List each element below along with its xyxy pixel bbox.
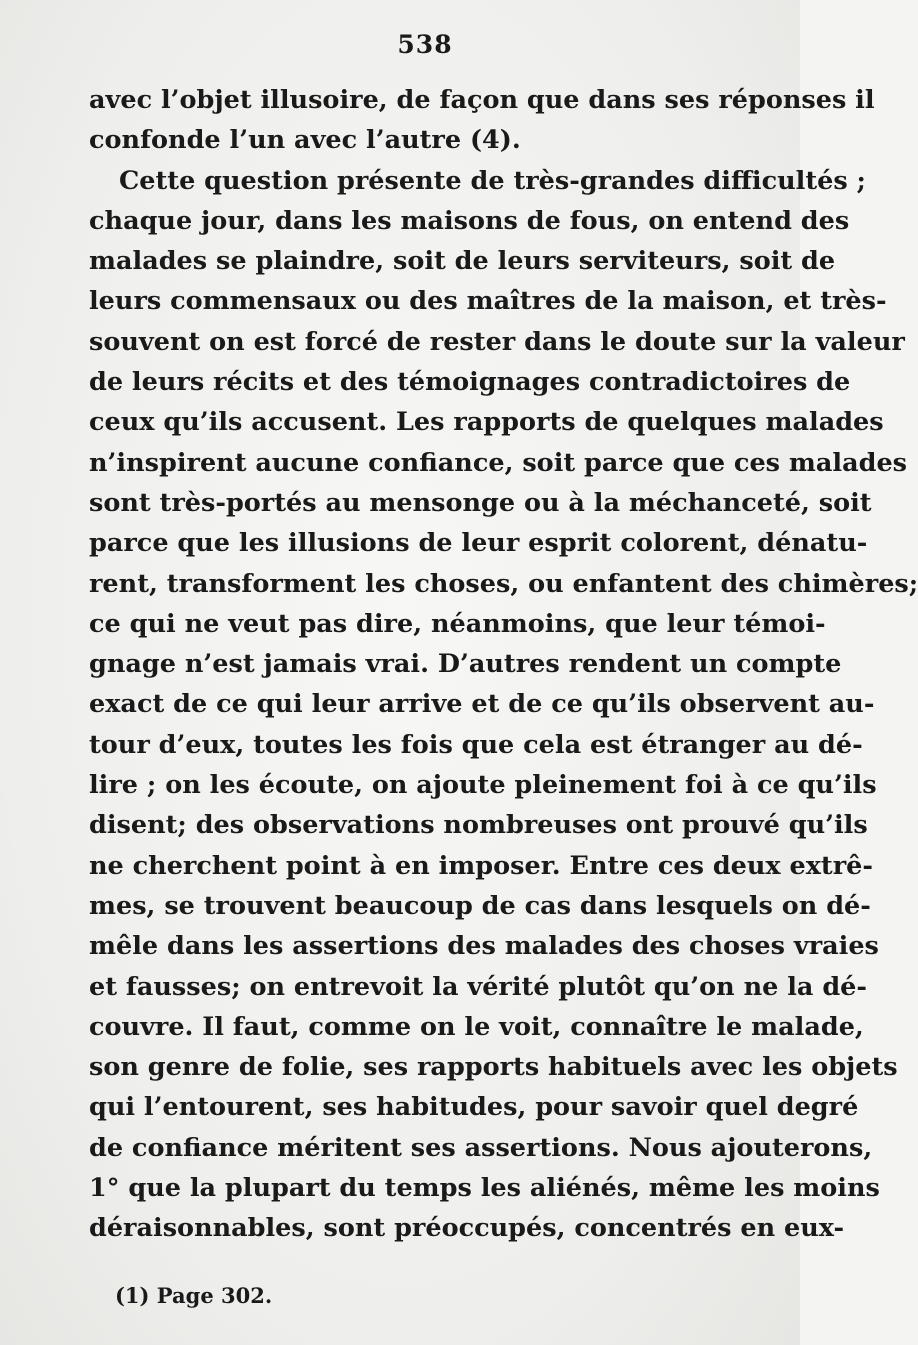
text-line-4: chaque jour, dans les maisons de fous, on entend des [89, 205, 850, 236]
text-line-24: couvre. Il faut, comme on le voit, connaître le malade, [89, 1011, 864, 1042]
text-line-7: souvent on est forcé de rester dans le doute sur la valeur [89, 326, 905, 357]
text-line-6: leurs commensaux ou des maîtres de la maison, et très- [89, 286, 887, 317]
text-line-3: Cette question présente de très-grandes difficultés ; [119, 165, 866, 196]
text-line-2: confonde l’un avec l’autre (4). [89, 125, 521, 156]
text-line-14: ce qui ne veut pas dire, néanmoins, que leur témoi- [89, 608, 826, 639]
text-line-26: qui l’entourent, ses habitudes, pour savoir quel degré [89, 1092, 859, 1123]
text-line-27: de confiance méritent ses assertions. Nous ajouterons, [89, 1132, 873, 1163]
footnote: (1) Page 302. [115, 1283, 273, 1308]
text-line-9: ceux qu’ils accusent. Les rapports de quelques malades [89, 407, 884, 438]
text-line-5: malades se plaindre, soit de leurs serviteurs, soit de [89, 246, 836, 277]
text-line-22: mêle dans les assertions des malades des choses vraies [89, 931, 879, 962]
text-line-21: mes, se trouvent beaucoup de cas dans lesquels on dé- [89, 890, 871, 921]
text-line-13: rent, transforment les choses, ou enfantent des chimères; [89, 568, 918, 599]
text-line-28: 1° que la plupart du temps les aliénés, même les moins [89, 1173, 880, 1204]
body-text [89, 80, 918, 1249]
text-line-29: déraisonnables, sont préoccupés, concentrés en eux- [89, 1213, 845, 1244]
text-line-23: et fausses; on entrevoit la vérité plutôt qu’on ne la dé- [89, 971, 867, 1002]
text-line-17: tour d’eux, toutes les fois que cela est étranger au dé- [89, 729, 863, 760]
page-number: 538 [397, 30, 453, 59]
text-line-10: n’inspirent aucune confiance, soit parce que ces malades [89, 447, 908, 478]
text-line-25: son genre de folie, ses rapports habituels avec les objets [89, 1052, 898, 1083]
text-line-11: sont très-portés au mensonge ou à la méchanceté, soit [89, 487, 872, 518]
text-line-19: disent; des observations nombreuses ont prouvé qu’ils [89, 810, 868, 841]
text-line-20: ne cherchent point à en imposer. Entre ces deux extrê- [89, 850, 873, 881]
text-line-18: lire ; on les écoute, on ajoute pleinement foi à ce qu’ils [89, 770, 877, 801]
text-line-15: gnage n’est jamais vrai. D’autres rendent un compte [89, 649, 842, 680]
text-line-12: parce que les illusions de leur esprit colorent, dénatu- [89, 528, 868, 559]
text-line-8: de leurs récits et des témoignages contradictoires de [89, 367, 851, 398]
text-line-1: avec l’objet illusoire, de façon que dans ses réponses il [89, 85, 875, 115]
text-line-16: exact de ce qui leur arrive et de ce qu’ils observent au- [89, 689, 875, 720]
